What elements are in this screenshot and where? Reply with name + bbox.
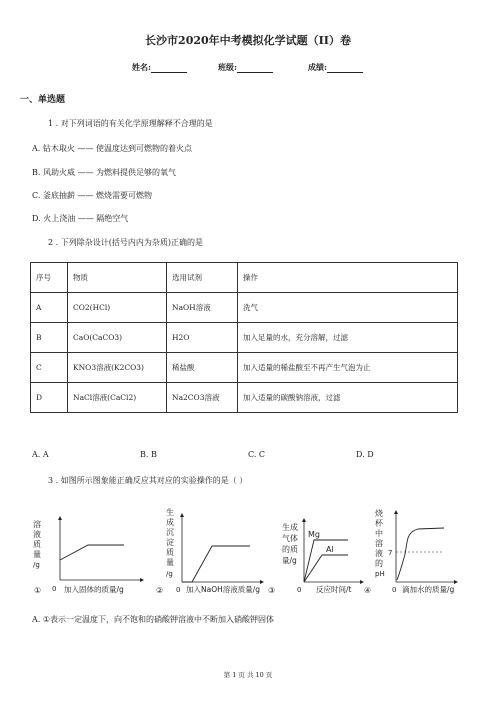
q2-answer-a: A. A — [32, 450, 49, 459]
table-cell: C — [31, 353, 68, 383]
graph-4-curve — [397, 528, 444, 580]
graph-3-xlabel: 反应时间/t — [316, 585, 352, 594]
table-cell: NaCl溶液(CaCl2) — [68, 383, 167, 413]
table-cell: B — [31, 323, 68, 353]
table-cell: D — [31, 383, 68, 413]
table-cell: 加入适量的碳酸钠溶液，过滤 — [238, 383, 458, 413]
q1-option-a: A. 钻木取火 —— 使温度达到可燃物的着火点 — [32, 144, 192, 153]
ylabel-char: 质 — [166, 548, 174, 557]
ylabel-char: 质 — [33, 540, 41, 549]
table-cell: 稀盐酸 — [167, 353, 238, 383]
page-footer: 第 1 页 共 10 页 — [223, 671, 273, 679]
header-cell: 操作 — [238, 263, 458, 293]
ylabel-char: /g — [166, 570, 173, 578]
graph-2-curve — [182, 546, 250, 582]
ylabel-char: /g — [33, 561, 40, 569]
ylabel-char: 中 — [375, 529, 383, 538]
q3-stem: 3 . 如图所示图象能正确反应其对应的实验操作的是（ ） — [48, 476, 248, 485]
graph-2-origin: 0 — [176, 586, 181, 594]
graph-1-number: ① — [34, 586, 42, 595]
graph-4-xlabel: 滴加水的质量/g — [402, 585, 455, 594]
graph-2-ylabel — [166, 507, 174, 578]
graph-2 — [156, 507, 262, 595]
ylabel-char: 成 — [166, 518, 174, 527]
graph-4-origin: 0 — [392, 586, 397, 594]
graph-3-number: ③ — [268, 586, 276, 595]
q1-stem: 1 . 对下列词语的有关化学原理解释不合理的是 — [48, 119, 213, 128]
ylabel-char: 量 — [33, 550, 41, 559]
graph-2-xlabel: 加入NaOH溶液质量/g — [186, 585, 261, 594]
class-label: 班级: — [218, 62, 237, 72]
graph-3 — [268, 520, 362, 595]
graph-1-xlabel: 加入固体的质量/g — [64, 585, 124, 594]
table-cell: NaOH溶液 — [167, 293, 238, 323]
ylabel-char: 溶 — [33, 520, 41, 529]
name-label: 姓名: — [132, 62, 151, 72]
graph-3-ylabel — [282, 522, 298, 565]
table-cell: KNO3溶液(K2CO3) — [68, 353, 167, 383]
ylabel-char: 的 — [375, 559, 383, 568]
ylabel-char: 溶 — [375, 539, 383, 548]
graph-3-curve-al — [304, 555, 348, 582]
ylabel-char: 淀 — [166, 538, 174, 547]
graph-3-series-al: Al — [326, 545, 334, 554]
score-label: 成绩: — [308, 62, 327, 72]
ylabel-line: 量/g — [282, 556, 297, 565]
graph-3-origin: 0 — [297, 586, 302, 594]
graph-4-number: ④ — [364, 586, 372, 595]
ylabel-char: 烧 — [375, 509, 383, 518]
q2-answer-b: B. B — [140, 450, 157, 459]
ylabel-line: 气体 — [282, 534, 298, 543]
ylabel-char: 液 — [33, 530, 41, 539]
q1-option-d: D. 火上浇油 —— 隔绝空气 — [32, 214, 129, 223]
header-cell: 选用试剂 — [167, 263, 238, 293]
graph-4-tick-7: 7 — [388, 549, 393, 557]
header-cell: 物质 — [68, 263, 167, 293]
ylabel-line: 生成 — [282, 523, 298, 532]
q1-option-c: C. 釜底抽薪 —— 燃烧需要可燃物 — [32, 191, 153, 200]
ylabel-char: 沉 — [166, 528, 174, 537]
q1-option-b: B. 风助火威 —— 为燃料提供足够的氧气 — [32, 168, 177, 177]
ylabel-char: pH — [375, 570, 385, 578]
graph-1-ylabel — [33, 519, 41, 569]
table-cell: 洗气 — [238, 293, 458, 323]
table-cell: 加入足量的水，充分溶解，过滤 — [238, 323, 458, 353]
table-cell: CaO(CaCO3) — [68, 323, 167, 353]
ylabel-char: 液 — [375, 549, 383, 558]
q2-stem: 2 . 下列除杂设计(括号内内为杂质)正确的是 — [48, 238, 203, 247]
graph-1-origin: 0 — [52, 585, 57, 593]
ylabel-char: 量 — [166, 558, 174, 567]
graph-4-ylabel — [375, 508, 385, 578]
section-heading: 一、单选题 — [20, 95, 66, 105]
graph-3-series-mg: Mg — [308, 530, 320, 539]
table-cell: 加入适量的稀盐酸至不再产生气泡为止 — [238, 353, 458, 383]
table-cell: CO2(HCl) — [68, 293, 167, 323]
table-cell: Na2CO3溶液 — [167, 383, 238, 413]
ylabel-char: 生 — [166, 508, 174, 517]
ylabel-char: 杯 — [375, 519, 383, 528]
graph-4 — [364, 508, 456, 595]
header-cell: 序号 — [31, 263, 68, 293]
page-title: 长沙市2020年中考模拟化学试题（II）卷 — [145, 34, 351, 47]
q2-answer-d: D. D — [356, 450, 374, 459]
graph-1-curve — [60, 545, 124, 560]
table-cell: H2O — [167, 323, 238, 353]
graph-2-number: ② — [156, 586, 164, 595]
table-cell: A — [31, 293, 68, 323]
graph-1 — [33, 518, 142, 595]
q3-option-a: A. ①表示一定温度下，向不饱和的硝酸钾溶液中不断加入硝酸钾固体 — [32, 615, 275, 624]
ylabel-line: 的质 — [282, 545, 298, 554]
q2-answer-c: C. C — [248, 450, 266, 459]
